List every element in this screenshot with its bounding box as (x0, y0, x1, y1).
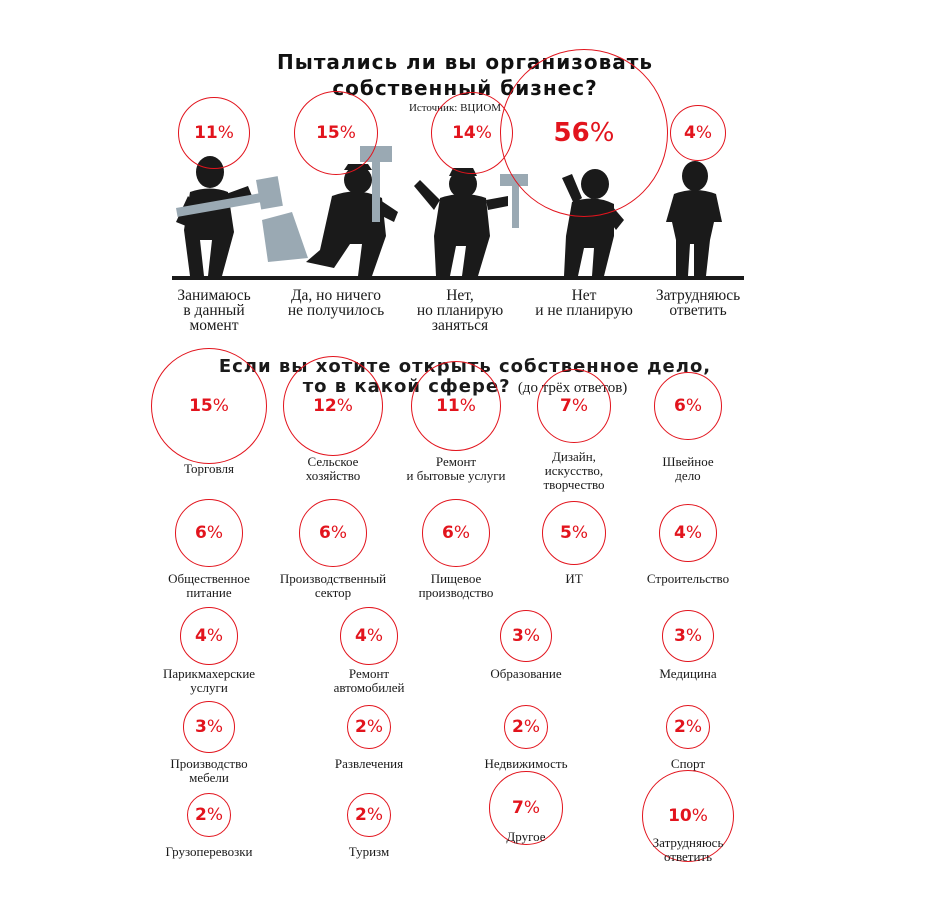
q2-item-value-number: 2 (512, 717, 524, 737)
q2-item-percent-sign: % (206, 523, 223, 543)
q2-item-value (674, 626, 702, 646)
q2-item-label: Сельское хозяйство (305, 454, 361, 483)
q2-item-value-number: 10 (668, 806, 692, 826)
q2-item-value (674, 396, 702, 416)
q2-item-percent-sign: % (330, 523, 347, 543)
q2-item-percent-sign: % (571, 396, 588, 416)
q2-item-value-number: 2 (195, 805, 207, 825)
q1-item-value (684, 123, 712, 143)
q2-item-label: ИТ (565, 571, 583, 586)
q2-item-value-number: 2 (674, 717, 686, 737)
figure-failed-icon (306, 164, 398, 276)
q1-item-label: Нет, но планирую заняться (416, 287, 504, 334)
q2-item-value (512, 626, 540, 646)
q2-item-value (674, 523, 702, 543)
q2-item-label: Спорт (670, 756, 706, 771)
q2-item-label: Пищевое производство (418, 571, 494, 600)
q2-item-label: Затрудняюсь ответить (652, 835, 724, 864)
q2-item-percent-sign: % (206, 717, 223, 737)
q2-item-value-number: 5 (560, 523, 572, 543)
q2-item-value-number: 6 (319, 523, 331, 543)
q2-item-percent-sign: % (206, 626, 223, 646)
q2-item-percent-sign: % (453, 523, 470, 543)
q2-item-value (674, 717, 702, 737)
q2-item-value (189, 396, 229, 416)
q2-item-value (436, 396, 476, 416)
title-line-1: Пытались ли вы организовать (277, 50, 653, 74)
q1-item-label: Затрудняюсь ответить (655, 287, 741, 319)
q2-item-percent-sign: % (523, 798, 540, 818)
q2-item-label: Медицина (659, 666, 717, 681)
q2-item-label: Парикмахерские услуги (162, 666, 256, 695)
q2-item-value (355, 717, 383, 737)
q2-item-percent-sign: % (571, 523, 588, 543)
title-line-2: собственный бизнес? (332, 76, 598, 100)
q2-item-label: Туризм (348, 844, 390, 859)
q2-item-label: Производство мебели (170, 756, 248, 785)
q2-item-value (355, 626, 383, 646)
q2-item-label: Образование (490, 666, 562, 681)
subtitle-question: то в какой сфере? (302, 376, 511, 397)
q2-item-value-number: 2 (355, 717, 367, 737)
q2-item-label: Другое (506, 829, 546, 844)
source-note: Источник: ВЦИОМ (408, 102, 502, 114)
q1-item-value (452, 123, 492, 143)
subtitle-line-1: Если вы хотите открыть собственное дело, (218, 356, 712, 377)
q2-item-percent-sign: % (206, 805, 223, 825)
q2-item-percent-sign: % (685, 717, 702, 737)
q2-item-label: Торговля (184, 461, 234, 476)
q2-item-value (195, 626, 223, 646)
q2-item-value (512, 798, 540, 818)
q1-item-value-number: 15 (316, 123, 340, 143)
q2-item-percent-sign: % (366, 626, 383, 646)
q2-item-value (560, 396, 588, 416)
q2-item-percent-sign: % (685, 523, 702, 543)
q2-item-percent-sign: % (523, 626, 540, 646)
q2-item-value-number: 12 (313, 396, 337, 416)
q2-item-label: Грузоперевозки (165, 844, 253, 859)
q2-item-label: Швейное дело (662, 454, 714, 483)
q2-item-label: Ремонт автомобилей (333, 666, 405, 695)
q2-item-value-number: 3 (674, 626, 686, 646)
q2-item-value-number: 7 (512, 798, 524, 818)
q2-item-value-number: 4 (355, 626, 367, 646)
q1-item-percent-sign: % (475, 123, 492, 143)
q2-item-value (442, 523, 470, 543)
q2-item-label: Общественное питание (168, 571, 250, 600)
figure-planning-icon (414, 168, 508, 276)
q1-item-value-number: 56 (553, 118, 590, 148)
q2-item-value-number: 2 (355, 805, 367, 825)
q2-item-label: Строительство (646, 571, 730, 586)
q2-item-percent-sign: % (691, 806, 708, 826)
q1-item-value (316, 123, 356, 143)
q1-item-label: Занимаюсь в данный момент (177, 287, 251, 334)
q2-item-percent-sign: % (523, 717, 540, 737)
q2-item-label: Недвижимость (484, 756, 568, 771)
q2-item-label: Производственный сектор (279, 571, 387, 600)
q2-item-value (319, 523, 347, 543)
q2-item-value (560, 523, 588, 543)
q2-item-percent-sign: % (212, 396, 229, 416)
subtitle-note: (до трёх ответов) (517, 380, 628, 396)
q2-item-value-number: 3 (512, 626, 524, 646)
q2-item-value (195, 717, 223, 737)
q2-item-value-number: 7 (560, 396, 572, 416)
q1-item-percent-sign: % (339, 123, 356, 143)
q2-item-value (195, 523, 223, 543)
q1-item-value-number: 4 (684, 123, 696, 143)
q1-item-value (194, 123, 234, 143)
figure-undecided-icon (666, 161, 722, 276)
q2-item-value-number: 6 (195, 523, 207, 543)
q2-item-percent-sign: % (366, 717, 383, 737)
q1-item-value-number: 14 (452, 123, 476, 143)
q2-item-value-number: 4 (674, 523, 686, 543)
q2-item-value-number: 6 (674, 396, 686, 416)
q2-item-value-number: 4 (195, 626, 207, 646)
q2-item-value (668, 806, 708, 826)
q2-item-percent-sign: % (685, 396, 702, 416)
q2-item-percent-sign: % (336, 396, 353, 416)
q1-item-percent-sign: % (217, 123, 234, 143)
q1-item-percent-sign: % (695, 123, 712, 143)
q2-item-value-number: 15 (189, 396, 213, 416)
q2-item-value (313, 396, 353, 416)
q2-item-percent-sign: % (685, 626, 702, 646)
q1-item-percent-sign: % (589, 118, 615, 148)
figure-working-icon (176, 156, 252, 276)
q2-item-label: Развлечения (334, 756, 404, 771)
q2-item-value (512, 717, 540, 737)
ground-line (172, 276, 744, 280)
q2-item-value (355, 805, 383, 825)
q2-item-label: Ремонт и бытовые услуги (406, 454, 506, 483)
q2-item-percent-sign: % (366, 805, 383, 825)
q2-item-value-number: 6 (442, 523, 454, 543)
q2-item-label: Дизайн, искусство, творчество (543, 449, 605, 492)
q2-item-percent-sign: % (459, 396, 476, 416)
q2-item-value-number: 3 (195, 717, 207, 737)
q1-item-value (554, 118, 615, 148)
q1-item-label: Нет и не планирую (535, 287, 633, 319)
q2-item-value-number: 11 (436, 396, 460, 416)
q1-item-value-number: 11 (194, 123, 218, 143)
q2-item-value (195, 805, 223, 825)
q1-item-label: Да, но ничего не получилось (287, 287, 385, 319)
